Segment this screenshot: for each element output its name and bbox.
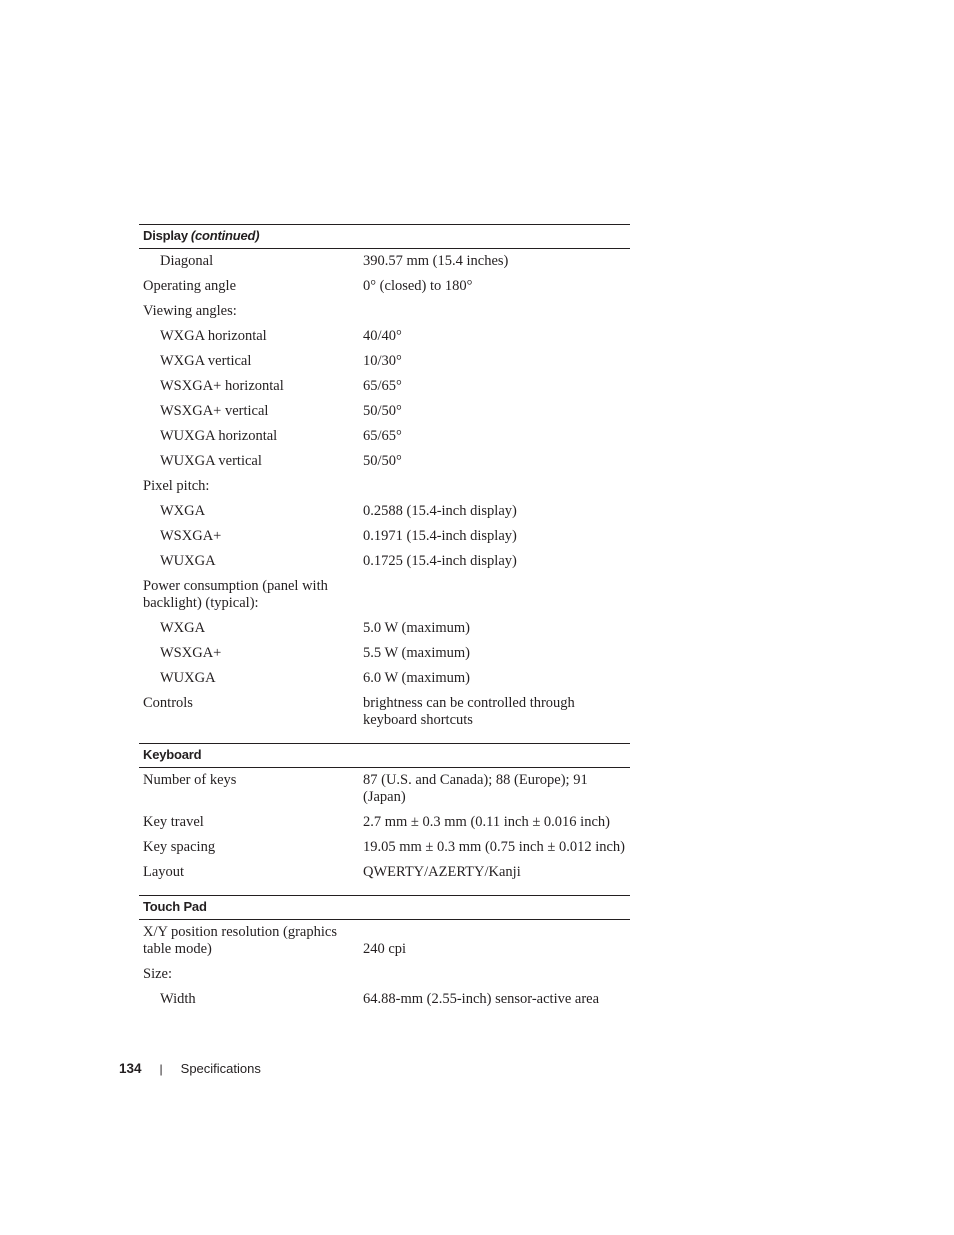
section-rows xyxy=(139,249,630,733)
spec-value: 87 (U.S. and Canada); 88 (Europe); 91 (Japan) xyxy=(363,772,588,805)
spec-row xyxy=(139,299,630,324)
spec-label: X/Y position resolution (graphics table mode) xyxy=(143,924,337,957)
section-header xyxy=(139,895,630,920)
spec-value: 5.0 W (maximum) xyxy=(363,620,470,636)
spec-row xyxy=(139,810,630,835)
spec-label: WUXGA xyxy=(160,553,216,569)
section-rows xyxy=(139,920,630,1012)
spec-row xyxy=(139,835,630,860)
spec-label: Viewing angles: xyxy=(143,303,237,319)
spec-value: 2.7 mm ± 0.3 mm (0.11 inch ± 0.016 inch) xyxy=(363,814,610,830)
spec-label: WSXGA+ xyxy=(160,528,222,544)
spec-row xyxy=(139,274,630,299)
spec-value xyxy=(363,478,630,495)
spec-row xyxy=(139,449,630,474)
spec-value: 240 cpi xyxy=(363,941,407,957)
spec-value xyxy=(363,303,630,320)
spec-value: 6.0 W (maximum) xyxy=(363,670,470,686)
spec-row xyxy=(139,691,630,733)
spec-row xyxy=(139,499,630,524)
spec-label: WSXGA+ vertical xyxy=(160,403,269,419)
section-spacer xyxy=(139,885,630,895)
spec-value: 390.57 mm (15.4 inches) xyxy=(363,253,509,269)
page-number: 134 xyxy=(119,1061,142,1076)
spec-label: Size: xyxy=(143,966,172,982)
spec-row xyxy=(139,962,630,987)
footer-separator: | xyxy=(159,1061,163,1076)
spec-row xyxy=(139,987,630,1012)
spec-label: Operating angle xyxy=(143,278,237,294)
spec-label: WXGA vertical xyxy=(160,353,252,369)
section-title: Display xyxy=(143,228,188,243)
spec-label: WXGA xyxy=(160,620,206,636)
spec-row xyxy=(139,524,630,549)
spec-value xyxy=(363,578,630,612)
spec-label: Key spacing xyxy=(143,839,216,855)
chapter-title: Specifications xyxy=(180,1061,261,1076)
spec-value: 64.88-mm (2.55-inch) sensor-active area xyxy=(363,991,600,1007)
spec-value xyxy=(363,966,630,983)
spec-row xyxy=(139,474,630,499)
spec-section xyxy=(139,224,630,733)
spec-row xyxy=(139,768,630,810)
spec-label: WXGA horizontal xyxy=(160,328,267,344)
spec-value: 50/50° xyxy=(363,453,402,469)
spec-section xyxy=(139,743,630,885)
spec-row xyxy=(139,249,630,274)
spec-label: WUXGA horizontal xyxy=(160,428,278,444)
spec-value: 65/65° xyxy=(363,428,402,444)
spec-value: 5.5 W (maximum) xyxy=(363,645,470,661)
spec-row xyxy=(139,324,630,349)
spec-label: WSXGA+ horizontal xyxy=(160,378,284,394)
spec-row xyxy=(139,641,630,666)
specifications-table xyxy=(139,224,630,1012)
spec-row xyxy=(139,374,630,399)
spec-label: WUXGA vertical xyxy=(160,453,262,469)
spec-value: 0.1971 (15.4-inch display) xyxy=(363,528,517,544)
spec-label: Key travel xyxy=(143,814,204,830)
spec-row xyxy=(139,666,630,691)
spec-row xyxy=(139,549,630,574)
section-title: Keyboard xyxy=(143,747,202,762)
spec-row xyxy=(139,860,630,885)
section-header xyxy=(139,224,630,249)
spec-label: Layout xyxy=(143,864,185,880)
spec-label: WXGA xyxy=(160,503,206,519)
spec-row xyxy=(139,574,630,616)
spec-value: QWERTY/AZERTY/Kanji xyxy=(363,864,521,880)
spec-row xyxy=(139,399,630,424)
section-spacer xyxy=(139,733,630,743)
spec-row xyxy=(139,920,630,962)
spec-value: 0° (closed) to 180° xyxy=(363,278,473,294)
page-footer xyxy=(119,1061,261,1076)
spec-label: Number of keys xyxy=(143,772,237,788)
spec-value: 0.2588 (15.4-inch display) xyxy=(363,503,517,519)
section-header xyxy=(139,743,630,768)
spec-section xyxy=(139,895,630,1012)
spec-value: 65/65° xyxy=(363,378,402,394)
section-title: Touch Pad xyxy=(143,899,207,914)
spec-label: Width xyxy=(160,991,196,1007)
section-title-continued: (continued) xyxy=(190,228,260,243)
spec-value: 19.05 mm ± 0.3 mm (0.75 inch ± 0.012 inch) xyxy=(363,839,625,855)
spec-row xyxy=(139,616,630,641)
spec-value: brightness can be controlled through keyboard shortcuts xyxy=(363,695,575,728)
spec-label: Controls xyxy=(143,695,193,711)
spec-label: Diagonal xyxy=(160,253,214,269)
spec-value: 50/50° xyxy=(363,403,402,419)
spec-row xyxy=(139,424,630,449)
spec-value: 10/30° xyxy=(363,353,402,369)
spec-row xyxy=(139,349,630,374)
section-rows xyxy=(139,768,630,885)
spec-label: WUXGA xyxy=(160,670,216,686)
spec-value: 0.1725 (15.4-inch display) xyxy=(363,553,517,569)
spec-label: WSXGA+ xyxy=(160,645,222,661)
spec-label: Power consumption (panel with backlight) (typical): xyxy=(143,578,328,611)
spec-value: 40/40° xyxy=(363,328,402,344)
spec-label: Pixel pitch: xyxy=(143,478,210,494)
